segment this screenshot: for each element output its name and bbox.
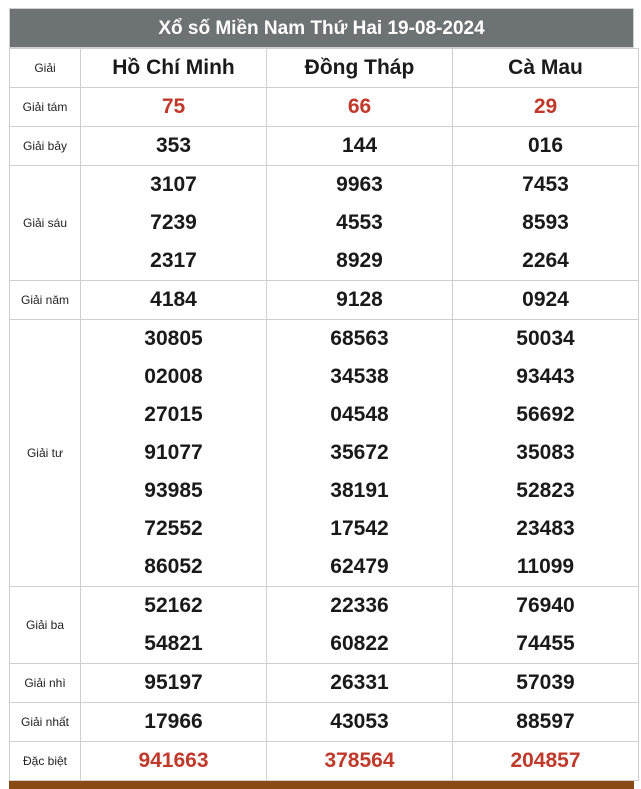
prize-number: 29 (533, 95, 558, 118)
prize-cell-ca-mau (453, 664, 639, 703)
prize-cell-ho-chi-minh (81, 320, 267, 587)
prize-row (10, 88, 639, 127)
prize-number: 62479 (330, 555, 389, 578)
prize-cell-dong-thap (267, 166, 453, 281)
prize-number: 016 (527, 134, 564, 157)
prize-cell-ca-mau (453, 703, 639, 742)
prize-label: Đặc biệt (10, 742, 81, 781)
prize-cell-ca-mau (453, 88, 639, 127)
prize-cell-ho-chi-minh (81, 742, 267, 781)
prize-number: 76940 (516, 594, 575, 617)
prize-cell-ca-mau (453, 742, 639, 781)
city-header-ho-chi-minh: Hồ Chí Minh (81, 49, 267, 88)
prize-cell-ho-chi-minh (81, 664, 267, 703)
prize-cell-ca-mau (453, 320, 639, 587)
prize-number: 4184 (150, 288, 197, 311)
prize-number: 8593 (522, 211, 569, 234)
footer-bar (9, 781, 634, 789)
prize-cell-dong-thap (267, 742, 453, 781)
prize-row (10, 664, 639, 703)
prize-cell-dong-thap (267, 664, 453, 703)
prize-row (10, 127, 639, 166)
prize-number: 93985 (144, 479, 203, 502)
prize-number: 7453 (522, 173, 569, 196)
prize-number: 30805 (144, 327, 203, 350)
prize-number: 11099 (516, 555, 575, 578)
prize-label: Giải bảy (10, 127, 81, 166)
prize-number: 7239 (150, 211, 197, 234)
prize-number: 9128 (336, 288, 383, 311)
prize-cell-dong-thap (267, 127, 453, 166)
prize-row (10, 703, 639, 742)
prize-number: 88597 (516, 710, 575, 733)
prize-number: 72552 (144, 517, 203, 540)
prize-cell-dong-thap (267, 703, 453, 742)
prize-number: 23483 (516, 517, 575, 540)
prize-number: 2317 (150, 249, 197, 272)
prize-label: Giải sáu (10, 166, 81, 281)
prize-label: Giải tư (10, 320, 81, 587)
prize-number: 91077 (144, 441, 203, 464)
prize-number: 68563 (330, 327, 389, 350)
prize-number: 86052 (144, 555, 203, 578)
prize-cell-ca-mau (453, 166, 639, 281)
prize-label: Giải nhất (10, 703, 81, 742)
prize-number: 74455 (516, 632, 575, 655)
prize-number: 66 (347, 95, 372, 118)
prize-cell-dong-thap (267, 320, 453, 587)
prize-number: 35672 (330, 441, 389, 464)
prize-number: 17542 (330, 517, 389, 540)
prize-number: 02008 (144, 365, 203, 388)
prize-number: 144 (341, 134, 378, 157)
prize-number: 34538 (330, 365, 389, 388)
prize-cell-dong-thap (267, 587, 453, 664)
prize-number: 378564 (324, 749, 395, 772)
prize-number: 0924 (522, 288, 569, 311)
header-row (10, 49, 639, 88)
prize-number: 9963 (336, 173, 383, 196)
prize-cell-ho-chi-minh (81, 88, 267, 127)
prize-number: 3107 (150, 173, 197, 196)
prize-label: Giải tám (10, 88, 81, 127)
prize-number: 43053 (330, 710, 389, 733)
prize-cell-ca-mau (453, 281, 639, 320)
prize-label: Giải ba (10, 587, 81, 664)
prize-number: 04548 (330, 403, 389, 426)
prize-cell-ca-mau (453, 127, 639, 166)
prize-number: 26331 (330, 671, 389, 694)
prize-column-header: Giải (10, 49, 81, 88)
prize-number: 95197 (144, 671, 203, 694)
prize-number: 54821 (144, 632, 203, 655)
prize-label: Giải nhì (10, 664, 81, 703)
city-header-dong-thap: Đồng Tháp (267, 49, 453, 88)
prize-row (10, 742, 639, 781)
prize-number: 50034 (516, 327, 575, 350)
prize-number: 17966 (144, 710, 203, 733)
prize-cell-ca-mau (453, 587, 639, 664)
prize-cell-ho-chi-minh (81, 127, 267, 166)
prize-number: 52162 (144, 594, 203, 617)
prize-row (10, 281, 639, 320)
prize-number: 941663 (138, 749, 209, 772)
results-table (9, 48, 639, 781)
prize-label: Giải năm (10, 281, 81, 320)
prize-cell-ho-chi-minh (81, 703, 267, 742)
prize-row (10, 320, 639, 587)
prize-number: 75 (161, 95, 186, 118)
prize-number: 27015 (144, 403, 203, 426)
prize-cell-dong-thap (267, 88, 453, 127)
prize-number: 353 (155, 134, 192, 157)
city-header-ca-mau: Cà Mau (453, 49, 639, 88)
prize-number: 2264 (522, 249, 569, 272)
results-panel (9, 8, 634, 781)
prize-cell-ho-chi-minh (81, 587, 267, 664)
prize-number: 35083 (516, 441, 575, 464)
prize-cell-ho-chi-minh (81, 166, 267, 281)
prize-number: 22336 (330, 594, 389, 617)
page-title: Xổ số Miền Nam Thứ Hai 19-08-2024 (9, 8, 634, 48)
prize-number: 204857 (510, 749, 581, 772)
prize-number: 38191 (330, 479, 389, 502)
prize-row (10, 166, 639, 281)
prize-number: 8929 (336, 249, 383, 272)
prize-row (10, 587, 639, 664)
prize-cell-dong-thap (267, 281, 453, 320)
prize-number: 4553 (336, 211, 383, 234)
prize-number: 60822 (330, 632, 389, 655)
prize-number: 56692 (516, 403, 575, 426)
prize-cell-ho-chi-minh (81, 281, 267, 320)
prize-number: 52823 (516, 479, 575, 502)
prize-number: 57039 (516, 671, 575, 694)
prize-number: 93443 (516, 365, 575, 388)
